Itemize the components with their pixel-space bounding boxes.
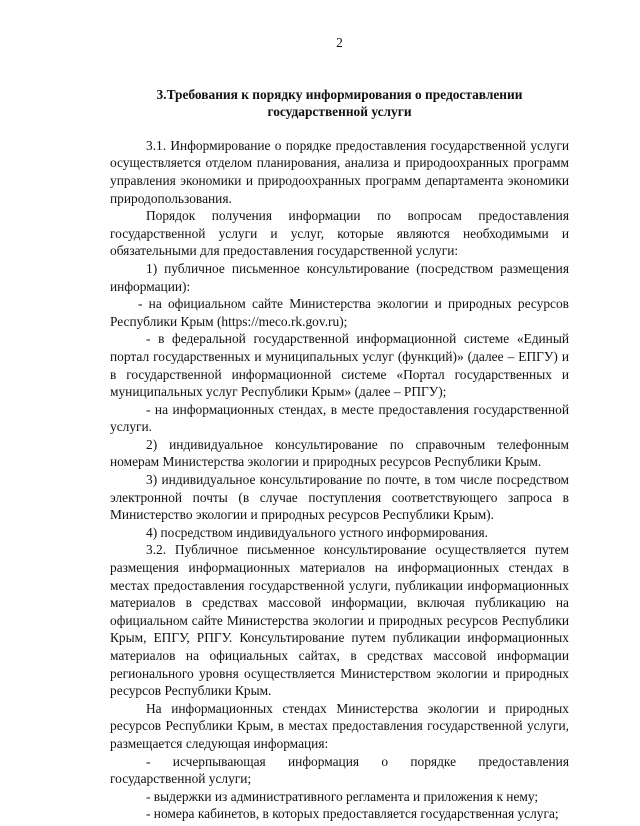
paragraph: 1) публичное письменное консультирование (посредством размещения информации): bbox=[110, 260, 569, 294]
paragraph: - на официальном сайте Министерства экологии и природных ресурсов Республики Крым (https://meco.rk.gov.ru); bbox=[110, 296, 569, 329]
paragraph: - исчерпывающая информация о порядке предоставления государственной услуги; bbox=[110, 753, 569, 787]
paragraph: - на информационных стендах, в месте предоставления государственной услуги. bbox=[110, 401, 569, 435]
paragraph: 2) индивидуальное консультирование по справочным телефонным номерам Министерства экологии и природных ресурсов Республики Крым. bbox=[110, 436, 569, 470]
paragraph: 3) индивидуальное консультирование по почте, в том числе посредством электронной почты (в случае поступления соответствующего запроса в Министерство экологии и природных ресурсов Республики Крым). bbox=[110, 472, 569, 523]
paragraph: Порядок получения информации по вопросам предоставления государственной услуги и услуг, которые являются необходимыми и обязательными для предоставления государственной услуги: bbox=[110, 208, 569, 259]
paragraph: 4) посредством индивидуального устного информирования. bbox=[146, 524, 488, 540]
page-number: 2 bbox=[336, 35, 343, 50]
paragraph: На информационных стендах Министерства экологии и природных ресурсов Республики Крым, в местах предоставления государственной услуги, размещается следующая информация: bbox=[110, 700, 569, 751]
paragraph: - номера кабинетов, в которых предоставляется государственная услуга; bbox=[146, 806, 559, 822]
paragraph: 3.2. Публичное письменное консультирование осуществляется путем размещения информационных материалов на информационных стендах в местах предоставления государственной услуги, публикации информационных материалов в средствах массовой информации, включая публикацию на официальном сайте Министерства экологии и природных ресурсов Республики Крым, ЕПГУ, РПГУ. Консультирование путем публикации информационных материалов на официальных сайтах, в средствах массовой информации регионального уровня осуществляется Министерством экологии и природных ресурсов Республики Крым. bbox=[110, 542, 569, 699]
paragraph: - выдержки из административного регламента и приложения к нему; bbox=[146, 788, 539, 804]
section-heading: 3.Требования к порядку информирования о предоставлении государственной услуги bbox=[156, 86, 523, 120]
paragraph: - в федеральной государственной информационной системе «Единый портал государственных и муниципальных услуг (функций)» (далее – ЕПГУ) и в государственной информационной системе «Портал государственных и муниципальных услуг Республики Крым» (далее – РПГУ); bbox=[110, 331, 569, 400]
paragraph: 3.1. Информирование о порядке предоставления государственной услуги осуществляется отделом планирования, анализа и природоохранных программ управления экономики и природоохранных программ департамента экономики природопользования. bbox=[110, 137, 569, 206]
